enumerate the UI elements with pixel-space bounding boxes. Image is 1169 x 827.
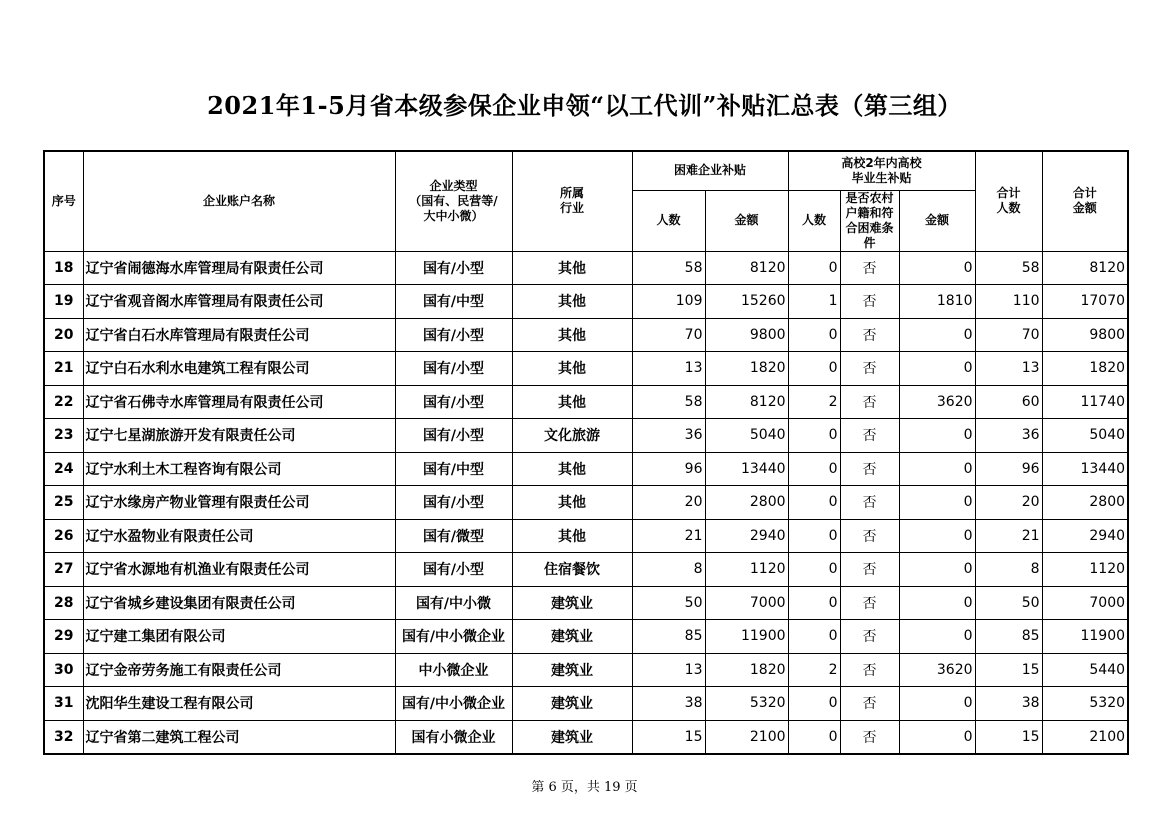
cell-grad-amount: 0 bbox=[899, 519, 975, 553]
cell-hard-amount: 1820 bbox=[705, 352, 788, 386]
cell-grad-rural-condition: 否 bbox=[840, 419, 899, 453]
cell-total-people: 13 bbox=[975, 352, 1042, 386]
cell-hard-people: 58 bbox=[632, 385, 705, 419]
cell-grad-amount: 0 bbox=[899, 419, 975, 453]
cell-industry: 其他 bbox=[512, 385, 632, 419]
cell-industry: 其他 bbox=[512, 251, 632, 285]
cell-grad-rural-condition: 否 bbox=[840, 586, 899, 620]
cell-industry: 住宿餐饮 bbox=[512, 553, 632, 587]
cell-hard-people: 36 bbox=[632, 419, 705, 453]
page-number: 第 6 页，共 19 页 bbox=[531, 780, 638, 795]
table-row bbox=[44, 285, 1128, 319]
header-hard-enterprise-subsidy: 困难企业补贴 bbox=[632, 151, 788, 190]
cell-total-amount: 1120 bbox=[1042, 553, 1128, 587]
cell-total-amount: 2800 bbox=[1042, 486, 1128, 520]
cell-hard-amount: 13440 bbox=[705, 452, 788, 486]
page-title: 2021年1-5月省本级参保企业申领“以工代训”补贴汇总表（第三组） bbox=[207, 91, 962, 120]
cell-company-type: 中小微企业 bbox=[395, 653, 512, 687]
cell-hard-amount: 5040 bbox=[705, 419, 788, 453]
cell-grad-amount: 3620 bbox=[899, 385, 975, 419]
header-seq: 序号 bbox=[44, 151, 83, 251]
cell-grad-people: 0 bbox=[788, 251, 840, 285]
cell-grad-people: 0 bbox=[788, 486, 840, 520]
cell-company-type: 国有/微型 bbox=[395, 519, 512, 553]
cell-company-type: 国有/小型 bbox=[395, 385, 512, 419]
table-row bbox=[44, 419, 1128, 453]
cell-total-amount: 1820 bbox=[1042, 352, 1128, 386]
cell-hard-people: 38 bbox=[632, 687, 705, 721]
cell-company-name: 辽宁水盈物业有限责任公司 bbox=[83, 519, 395, 553]
cell-company-name: 辽宁七星湖旅游开发有限责任公司 bbox=[83, 419, 395, 453]
cell-industry: 其他 bbox=[512, 352, 632, 386]
cell-hard-amount: 2940 bbox=[705, 519, 788, 553]
cell-grad-rural-condition: 否 bbox=[840, 687, 899, 721]
cell-seq: 31 bbox=[44, 687, 83, 721]
cell-company-type: 国有/小型 bbox=[395, 419, 512, 453]
header-graduate-subsidy: 高校2年内高校 毕业生补贴 bbox=[788, 151, 975, 190]
cell-hard-people: 70 bbox=[632, 318, 705, 352]
cell-seq: 23 bbox=[44, 419, 83, 453]
table-row bbox=[44, 620, 1128, 654]
header-company-type: 企业类型 （国有、民营等/ 大中小微） bbox=[395, 151, 512, 251]
cell-total-people: 70 bbox=[975, 318, 1042, 352]
cell-industry: 其他 bbox=[512, 452, 632, 486]
cell-grad-rural-condition: 否 bbox=[840, 318, 899, 352]
cell-seq: 30 bbox=[44, 653, 83, 687]
cell-grad-people: 0 bbox=[788, 586, 840, 620]
cell-company-name: 辽宁水利土木工程咨询有限公司 bbox=[83, 452, 395, 486]
cell-total-amount: 7000 bbox=[1042, 586, 1128, 620]
cell-grad-amount: 1810 bbox=[899, 285, 975, 319]
table-row bbox=[44, 251, 1128, 285]
cell-grad-amount: 0 bbox=[899, 452, 975, 486]
header-industry: 所属 行业 bbox=[512, 151, 632, 251]
cell-company-type: 国有小微企业 bbox=[395, 720, 512, 754]
cell-hard-people: 13 bbox=[632, 352, 705, 386]
cell-total-amount: 17070 bbox=[1042, 285, 1128, 319]
cell-total-amount: 2940 bbox=[1042, 519, 1128, 553]
header-company-name: 企业账户名称 bbox=[83, 151, 395, 251]
cell-company-name: 辽宁白石水利水电建筑工程有限公司 bbox=[83, 352, 395, 386]
cell-company-name: 辽宁省城乡建设集团有限责任公司 bbox=[83, 586, 395, 620]
cell-grad-rural-condition: 否 bbox=[840, 452, 899, 486]
cell-total-amount: 11740 bbox=[1042, 385, 1128, 419]
cell-total-amount: 5440 bbox=[1042, 653, 1128, 687]
table-row bbox=[44, 486, 1128, 520]
cell-grad-people: 0 bbox=[788, 620, 840, 654]
cell-company-type: 国有/小型 bbox=[395, 553, 512, 587]
cell-total-people: 85 bbox=[975, 620, 1042, 654]
cell-seq: 25 bbox=[44, 486, 83, 520]
cell-company-name: 辽宁建工集团有限公司 bbox=[83, 620, 395, 654]
cell-total-people: 60 bbox=[975, 385, 1042, 419]
cell-hard-people: 15 bbox=[632, 720, 705, 754]
cell-grad-amount: 3620 bbox=[899, 653, 975, 687]
cell-grad-rural-condition: 否 bbox=[840, 251, 899, 285]
cell-grad-amount: 0 bbox=[899, 720, 975, 754]
table-row bbox=[44, 586, 1128, 620]
cell-hard-amount: 1820 bbox=[705, 653, 788, 687]
cell-grad-people: 0 bbox=[788, 720, 840, 754]
cell-total-people: 96 bbox=[975, 452, 1042, 486]
cell-grad-amount: 0 bbox=[899, 251, 975, 285]
cell-industry: 其他 bbox=[512, 519, 632, 553]
cell-grad-rural-condition: 否 bbox=[840, 720, 899, 754]
cell-grad-amount: 0 bbox=[899, 486, 975, 520]
cell-hard-amount: 5320 bbox=[705, 687, 788, 721]
cell-grad-amount: 0 bbox=[899, 553, 975, 587]
cell-industry: 其他 bbox=[512, 486, 632, 520]
table-row bbox=[44, 519, 1128, 553]
cell-seq: 32 bbox=[44, 720, 83, 754]
cell-total-people: 110 bbox=[975, 285, 1042, 319]
cell-grad-people: 0 bbox=[788, 452, 840, 486]
cell-seq: 21 bbox=[44, 352, 83, 386]
cell-company-type: 国有/中小微 bbox=[395, 586, 512, 620]
cell-company-type: 国有/小型 bbox=[395, 251, 512, 285]
cell-total-amount: 2100 bbox=[1042, 720, 1128, 754]
cell-hard-amount: 1120 bbox=[705, 553, 788, 587]
cell-hard-people: 96 bbox=[632, 452, 705, 486]
subsidy-summary-table bbox=[43, 150, 1129, 755]
cell-grad-people: 0 bbox=[788, 519, 840, 553]
cell-hard-people: 109 bbox=[632, 285, 705, 319]
header-hard-people: 人数 bbox=[632, 190, 705, 251]
cell-seq: 24 bbox=[44, 452, 83, 486]
cell-hard-amount: 8120 bbox=[705, 385, 788, 419]
cell-total-people: 21 bbox=[975, 519, 1042, 553]
cell-industry: 其他 bbox=[512, 318, 632, 352]
cell-total-people: 8 bbox=[975, 553, 1042, 587]
cell-grad-people: 0 bbox=[788, 352, 840, 386]
cell-hard-people: 20 bbox=[632, 486, 705, 520]
cell-grad-people: 0 bbox=[788, 687, 840, 721]
header-grad-rural-condition: 是否农村 户籍和符 合困难条 件 bbox=[840, 190, 899, 251]
cell-company-type: 国有/中小微企业 bbox=[395, 620, 512, 654]
cell-total-amount: 13440 bbox=[1042, 452, 1128, 486]
cell-grad-rural-condition: 否 bbox=[840, 385, 899, 419]
cell-grad-rural-condition: 否 bbox=[840, 553, 899, 587]
table-row bbox=[44, 687, 1128, 721]
cell-company-name: 辽宁省闹德海水库管理局有限责任公司 bbox=[83, 251, 395, 285]
cell-grad-rural-condition: 否 bbox=[840, 285, 899, 319]
table-row bbox=[44, 318, 1128, 352]
cell-hard-people: 58 bbox=[632, 251, 705, 285]
cell-company-name: 辽宁省石佛寺水库管理局有限责任公司 bbox=[83, 385, 395, 419]
cell-hard-amount: 9800 bbox=[705, 318, 788, 352]
cell-seq: 19 bbox=[44, 285, 83, 319]
cell-company-type: 国有/小型 bbox=[395, 486, 512, 520]
cell-hard-amount: 2800 bbox=[705, 486, 788, 520]
cell-grad-amount: 0 bbox=[899, 586, 975, 620]
cell-company-name: 辽宁省水源地有机渔业有限责任公司 bbox=[83, 553, 395, 587]
cell-total-people: 20 bbox=[975, 486, 1042, 520]
table-row bbox=[44, 720, 1128, 754]
cell-grad-people: 0 bbox=[788, 318, 840, 352]
header-grad-people: 人数 bbox=[788, 190, 840, 251]
cell-seq: 27 bbox=[44, 553, 83, 587]
cell-grad-amount: 0 bbox=[899, 352, 975, 386]
table-row bbox=[44, 553, 1128, 587]
cell-total-people: 15 bbox=[975, 720, 1042, 754]
cell-total-people: 36 bbox=[975, 419, 1042, 453]
table-row bbox=[44, 385, 1128, 419]
cell-seq: 18 bbox=[44, 251, 83, 285]
cell-company-name: 辽宁省第二建筑工程公司 bbox=[83, 720, 395, 754]
cell-industry: 文化旅游 bbox=[512, 419, 632, 453]
cell-total-amount: 9800 bbox=[1042, 318, 1128, 352]
cell-hard-people: 21 bbox=[632, 519, 705, 553]
cell-company-name: 辽宁水缘房产物业管理有限责任公司 bbox=[83, 486, 395, 520]
cell-company-name: 沈阳华生建设工程有限公司 bbox=[83, 687, 395, 721]
cell-seq: 20 bbox=[44, 318, 83, 352]
cell-grad-rural-condition: 否 bbox=[840, 653, 899, 687]
cell-hard-people: 13 bbox=[632, 653, 705, 687]
cell-company-type: 国有/中型 bbox=[395, 285, 512, 319]
cell-seq: 28 bbox=[44, 586, 83, 620]
cell-hard-amount: 15260 bbox=[705, 285, 788, 319]
cell-grad-rural-condition: 否 bbox=[840, 352, 899, 386]
cell-hard-amount: 11900 bbox=[705, 620, 788, 654]
table-row bbox=[44, 452, 1128, 486]
cell-hard-amount: 8120 bbox=[705, 251, 788, 285]
table-row bbox=[44, 653, 1128, 687]
cell-grad-rural-condition: 否 bbox=[840, 620, 899, 654]
cell-seq: 26 bbox=[44, 519, 83, 553]
cell-grad-people: 2 bbox=[788, 653, 840, 687]
header-total-amount: 合计 金额 bbox=[1042, 151, 1128, 251]
cell-grad-people: 2 bbox=[788, 385, 840, 419]
table-row bbox=[44, 352, 1128, 386]
cell-company-type: 国有/小型 bbox=[395, 318, 512, 352]
cell-company-name: 辽宁金帝劳务施工有限责任公司 bbox=[83, 653, 395, 687]
cell-industry: 建筑业 bbox=[512, 687, 632, 721]
header-total-people: 合计 人数 bbox=[975, 151, 1042, 251]
cell-total-amount: 8120 bbox=[1042, 251, 1128, 285]
cell-industry: 建筑业 bbox=[512, 653, 632, 687]
cell-hard-people: 50 bbox=[632, 586, 705, 620]
cell-company-name: 辽宁省观音阁水库管理局有限责任公司 bbox=[83, 285, 395, 319]
cell-seq: 29 bbox=[44, 620, 83, 654]
cell-grad-people: 1 bbox=[788, 285, 840, 319]
cell-hard-people: 85 bbox=[632, 620, 705, 654]
cell-seq: 22 bbox=[44, 385, 83, 419]
cell-industry: 建筑业 bbox=[512, 720, 632, 754]
cell-grad-rural-condition: 否 bbox=[840, 519, 899, 553]
cell-company-type: 国有/小型 bbox=[395, 352, 512, 386]
cell-hard-people: 8 bbox=[632, 553, 705, 587]
cell-grad-amount: 0 bbox=[899, 318, 975, 352]
cell-hard-amount: 2100 bbox=[705, 720, 788, 754]
cell-grad-people: 0 bbox=[788, 419, 840, 453]
cell-total-amount: 5320 bbox=[1042, 687, 1128, 721]
cell-hard-amount: 7000 bbox=[705, 586, 788, 620]
cell-company-name: 辽宁省白石水库管理局有限责任公司 bbox=[83, 318, 395, 352]
header-grad-amount: 金额 bbox=[899, 190, 975, 251]
cell-industry: 其他 bbox=[512, 285, 632, 319]
cell-grad-rural-condition: 否 bbox=[840, 486, 899, 520]
cell-total-people: 15 bbox=[975, 653, 1042, 687]
cell-total-amount: 11900 bbox=[1042, 620, 1128, 654]
cell-grad-amount: 0 bbox=[899, 687, 975, 721]
cell-total-people: 58 bbox=[975, 251, 1042, 285]
cell-total-people: 50 bbox=[975, 586, 1042, 620]
cell-company-type: 国有/中小微企业 bbox=[395, 687, 512, 721]
cell-total-amount: 5040 bbox=[1042, 419, 1128, 453]
header-hard-amount: 金额 bbox=[705, 190, 788, 251]
cell-industry: 建筑业 bbox=[512, 586, 632, 620]
cell-total-people: 38 bbox=[975, 687, 1042, 721]
cell-grad-people: 0 bbox=[788, 553, 840, 587]
cell-company-type: 国有/中型 bbox=[395, 452, 512, 486]
cell-grad-amount: 0 bbox=[899, 620, 975, 654]
cell-industry: 建筑业 bbox=[512, 620, 632, 654]
